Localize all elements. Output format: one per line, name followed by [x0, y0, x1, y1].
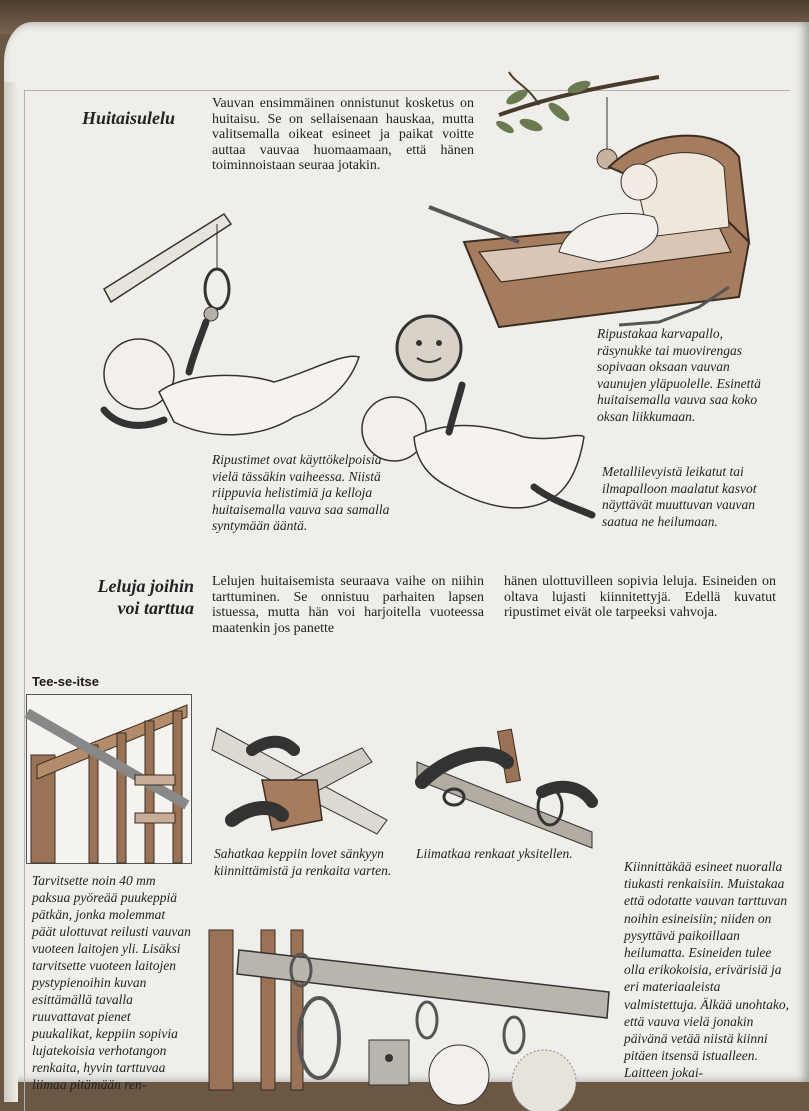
- diy-caption-attaching: Kiinnittäkää esineet nuoralla tiukasti renkaisiin. Muistakaa että odotatte vauvan tarttuvan noihin esineisiin; niiden on pysyttävä paikoillaan heilumatta. Esineiden tulee olla erikokoisia, erivärisiä ja eri materiaaleista valmistettuja. Älkää unohtako, että vauva vielä jonakin päivänä vetää niistä kiinni pitäen itsensä istualleen. Laitteen jokai-: [624, 859, 789, 1081]
- sawing-illustration: [212, 710, 397, 860]
- section-title-line-2: voi tarttua: [117, 598, 194, 618]
- intro-paragraph: Vauvan ensimmäinen onnistunut kosketus on huitaisu. Se on sellaisenaan hauskaa, mutta valitsemalla oikeat esineet ja paikat voitte auttaa vauvaa huomaamaan, että hänen toiminnoistaan seuraa jotakin.: [212, 96, 474, 173]
- face-disc-illustration: [389, 308, 469, 388]
- caption-pram: Ripustakaa karvapallo, räsynukke tai muovirengas sopivaan oksaan vauvan vaunujen yläpuolelle. Esinettä huitaisemalla vauva saa koko oksan liikkumaan.: [597, 326, 761, 424]
- caption-hanger: Ripustimet ovat käyttökelpoisia vielä tässäkin vaiheessa. Niistä riippuvia helistimiä ja kelloja huitaisemalla vauva saa samalla syntymään ääntä.: [212, 452, 390, 533]
- diy-caption-sawing: Sahatkaa keppiin lovet sänkyyn kiinnittämistä ja renkaita varten.: [214, 846, 392, 878]
- book-page: [4, 22, 809, 1092]
- gluing-rings-illustration: [412, 722, 597, 857]
- pram-illustration: [419, 67, 759, 337]
- section2-text-column-1: Lelujen huitaisemista seuraava vaihe on niihin tarttuminen. Se onnistuu parhaiten lapsen istuessa, mutta hän voi harjoitella vuoteessa maatenkin jos panette: [212, 574, 484, 636]
- diy-caption-gluing: Liimatkaa renkaat yksitellen.: [416, 846, 573, 861]
- section-title-line-1: Leluja joihin: [97, 576, 194, 596]
- baby-lying-illustration-1: [94, 312, 364, 452]
- diy-caption-materials: Tarvitsette noin 40 mm paksua pyöreää puukeppiä pätkän, jonka molemmat päät ulottuvat reilusti vauvan vuoteen laitojen yli. Lisäksi tarvitsette vuoteen laitojen pystypienoihin kuvan esittämällä tavalla ruuvattavat pienet puukalikat, keppiin sopivia lujatekoisia verhotangon renkaita, hyvin tarttuvaa liimaa pitämään ren-: [32, 873, 191, 1092]
- crib-corner-illustration-frame: [26, 694, 192, 864]
- diy-label: Tee-se-itse: [32, 674, 99, 689]
- section-title-leluja: [68, 575, 194, 619]
- page-curl-shadow: [4, 82, 18, 1102]
- caption-face: Metallilevyistä leikatut tai ilmapalloon maalatut kasvot näyttävät muuttuvan vauvan saatua ne heilumaan.: [602, 464, 757, 529]
- crib-bar-toys-illustration: [209, 910, 609, 1085]
- section2-text-column-2: hänen ulottuvilleen sopivia leluja. Esineiden on oltava lujasti kiinnitettyjä. Edellä kuvatut ripustimet eivät ole tarpeeksi vahvoja.: [504, 574, 776, 620]
- section-title-huitaisulelu: Huitaisulelu: [82, 108, 176, 128]
- crib-corner-illustration: [27, 695, 191, 863]
